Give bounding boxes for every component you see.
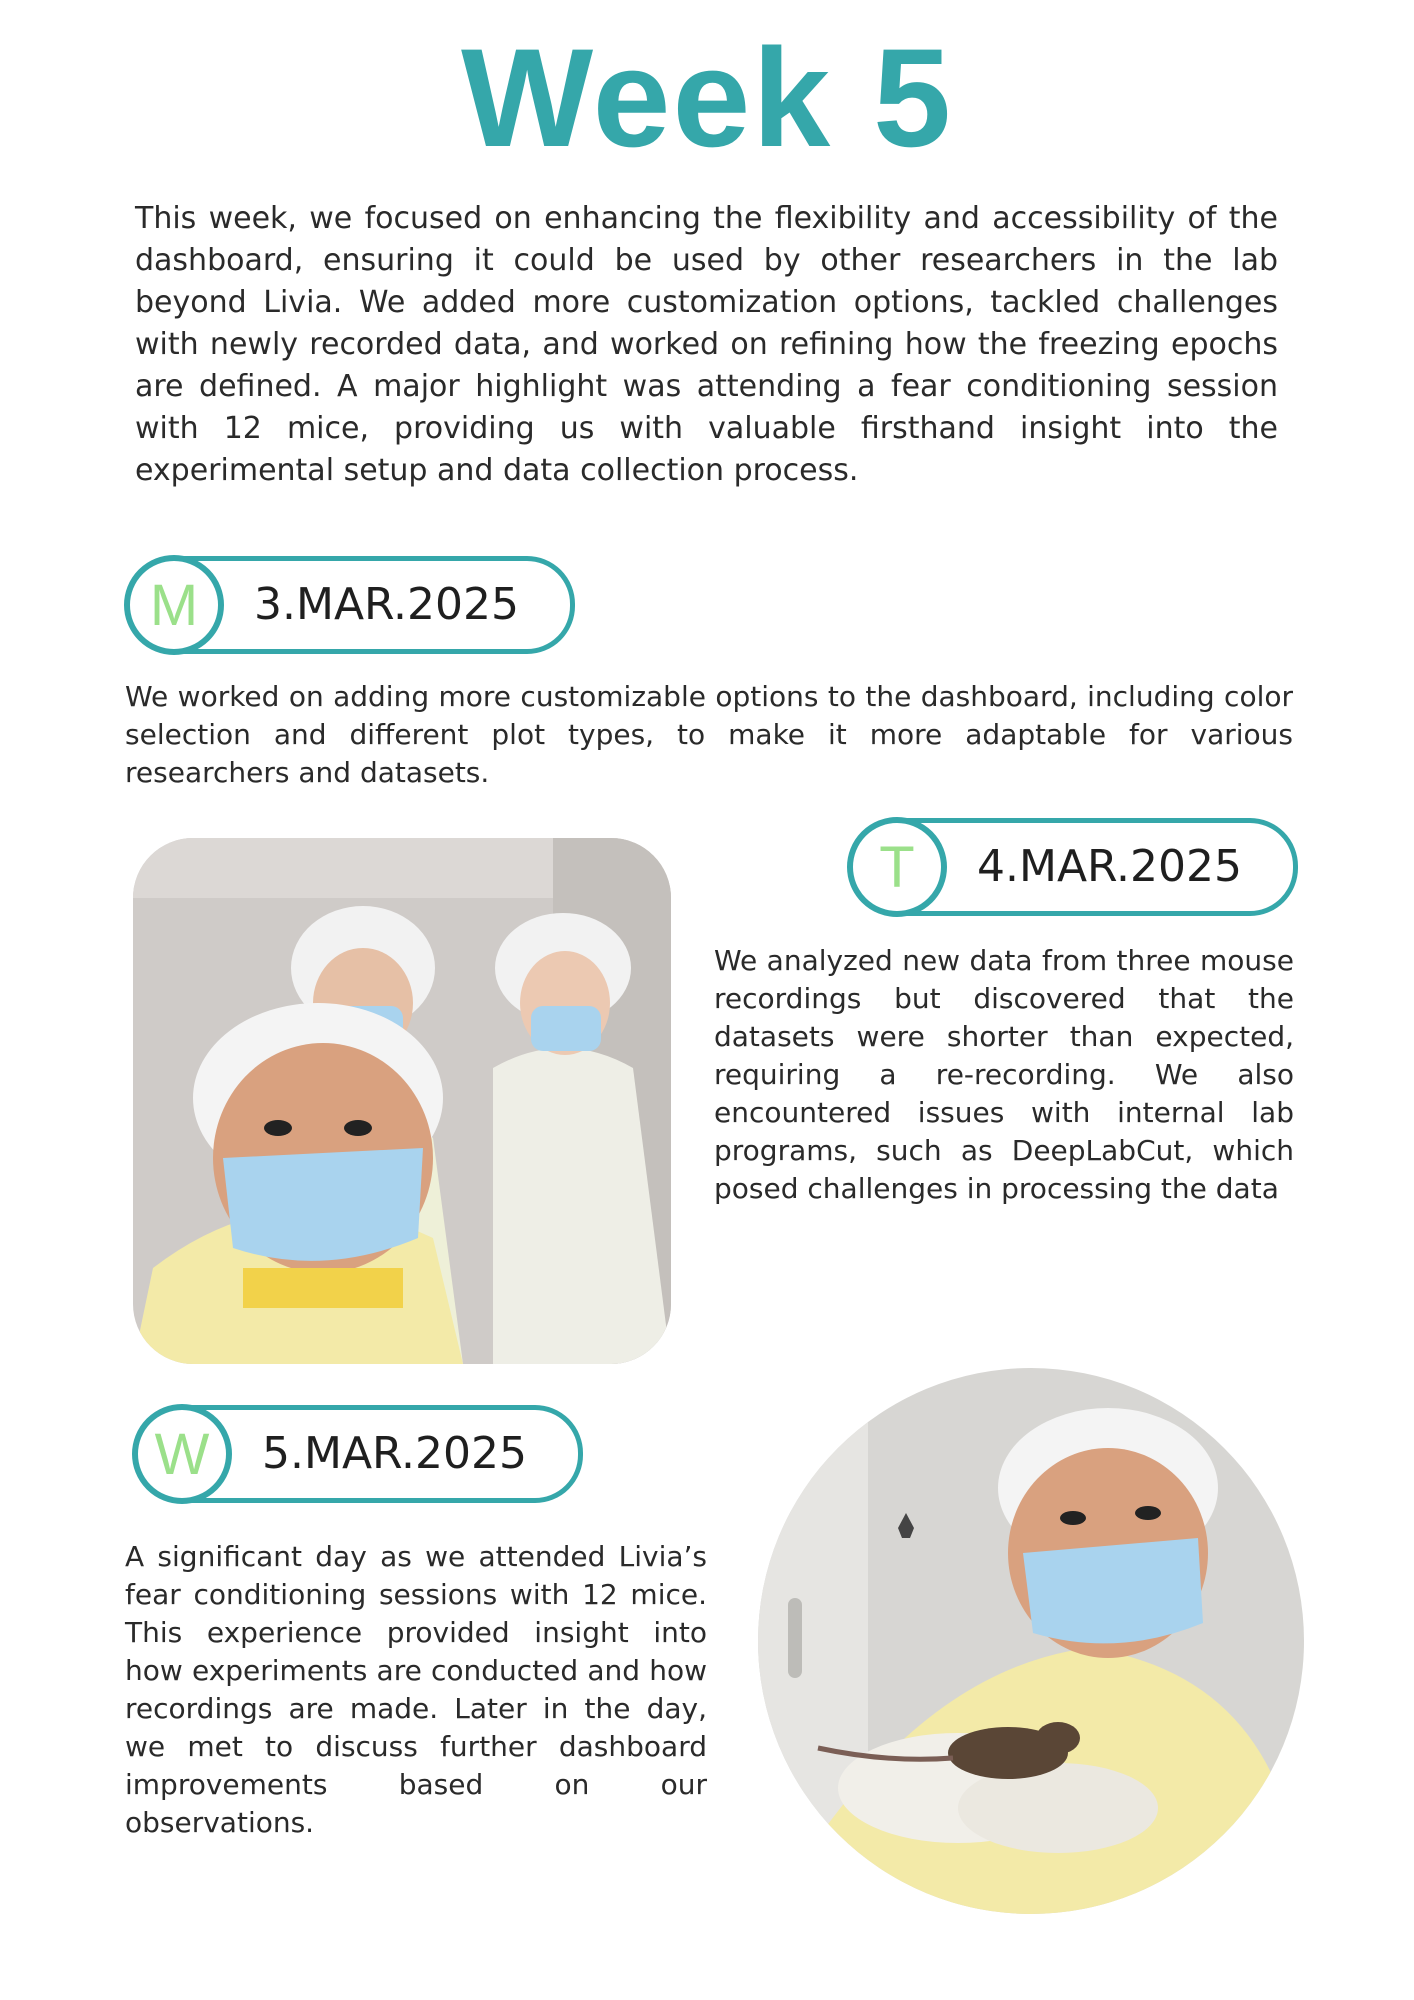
date-label: 4.MAR.2025 <box>977 841 1243 892</box>
mouse-handling-photo <box>758 1368 1304 1914</box>
day-badge-icon: T <box>847 817 947 917</box>
date-label: 3.MAR.2025 <box>254 579 520 630</box>
day-text-tuesday: We analyzed new data from three mouse recordings but discovered that the datasets were shorter than expected, requiring a re-recording. We also encountered issues with internal lab programs, such as DeepLabCut, which posed challenges in processing the data <box>714 944 1294 1205</box>
day-badge-icon: M <box>124 555 224 655</box>
day-text-wednesday: A significant day as we attended Livia’s fear conditioning sessions with 12 mice. This experience provided insight into how experiments are conducted and how recordings are made. Later in the day, we met to discuss further dashboard improvements based on our observations. <box>125 1540 707 1839</box>
date-pill-wednesday <box>133 1405 583 1503</box>
intro-paragraph: This week, we focused on enhancing the flexibility and accessibility of the dashboard, ensuring it could be used by other researchers in the lab beyond Livia. We added more customization options, tackled challenges with newly recorded data, and worked on refining how the freezing epochs are defined. A major highlight was attending a fear conditioning session with 12 mice, providing us with valuable firsthand insight into the experimental setup and data collection process. <box>135 201 1278 488</box>
date-label: 5.MAR.2025 <box>262 1428 528 1479</box>
day-text-monday: We worked on adding more customizable options to the dashboard, including color selection and different plot types, to make it more adaptable for various researchers and datasets. <box>125 680 1293 789</box>
day-badge-icon: W <box>132 1404 232 1504</box>
date-pill-monday <box>125 556 575 654</box>
page-title: Week 5 <box>461 19 953 176</box>
team-selfie-photo <box>133 838 671 1364</box>
date-pill-tuesday <box>848 818 1298 916</box>
